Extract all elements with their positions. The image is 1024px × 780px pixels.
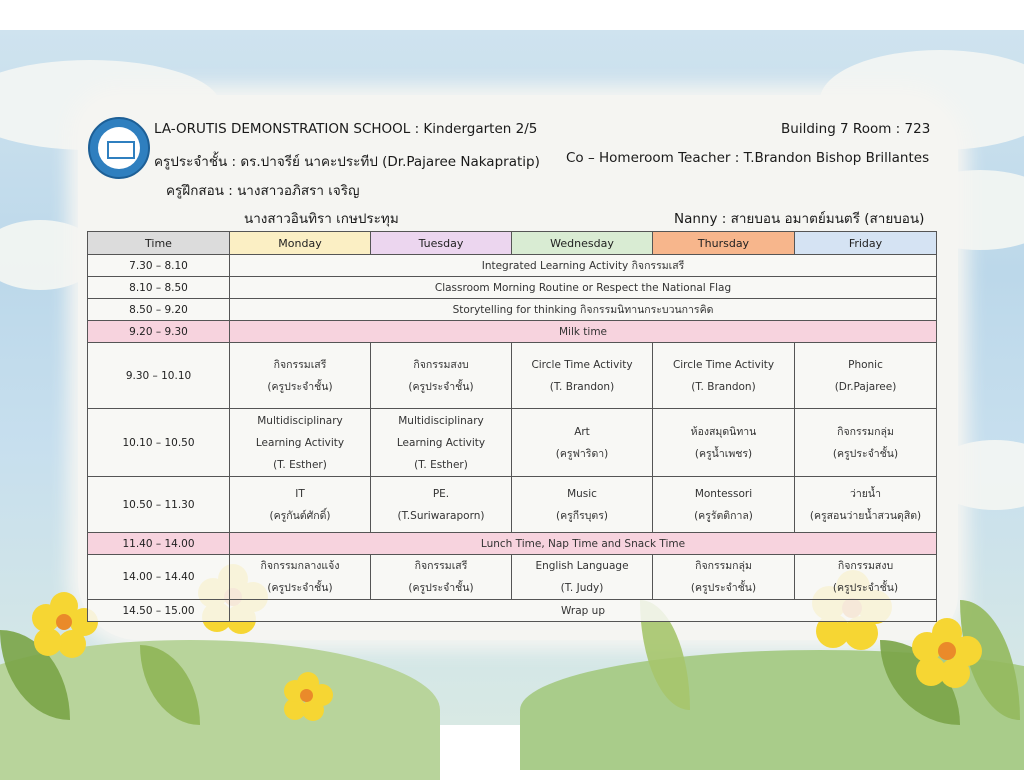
- activity-cell: [512, 477, 653, 533]
- activity-line: (ครูสอนว่ายน้ำสวนดุสิต): [809, 509, 922, 522]
- table-row: [88, 600, 937, 622]
- activity-line: Art: [574, 425, 590, 438]
- activity-line: (ครูประจำชั้น): [832, 582, 899, 594]
- activity-line: (T. Brandon): [549, 380, 615, 393]
- activity-line: กิจกรรมสงบ: [837, 560, 894, 572]
- table-row: [88, 409, 937, 477]
- activity-line: (ครูประจำชั้น): [408, 582, 474, 594]
- timetable: [87, 231, 937, 622]
- book-icon: [107, 141, 135, 159]
- column-header-tuesday: Tuesday: [371, 232, 512, 255]
- column-header-monday: Monday: [230, 232, 371, 255]
- co-homeroom-teacher: Co – Homeroom Teacher : T.Brandon Bishop Brillantes: [566, 150, 930, 166]
- activity-line: กิจกรรมเสรี: [414, 560, 468, 572]
- activity-line: (ครูกีรบุตร): [556, 509, 608, 522]
- activity-cell: [230, 409, 371, 477]
- activity-line: (T. Brandon): [691, 380, 756, 393]
- activity-line: กิจกรรมกลุ่ม: [695, 560, 752, 572]
- activity-line: ว่ายน้ำ: [849, 487, 882, 500]
- table-row: [88, 343, 937, 409]
- flower-icon: [912, 618, 982, 688]
- activity-line: (ครูประจำชั้น): [267, 380, 333, 393]
- activity-line: Phonic: [848, 358, 883, 371]
- activity-cell: [230, 555, 371, 600]
- activity-line: Music: [567, 487, 597, 500]
- activity-cell: [653, 343, 795, 409]
- time-slot: 9.20 – 9.30: [88, 321, 230, 343]
- activity-line: ห้องสมุดนิทาน: [690, 425, 757, 438]
- flower-icon: [284, 672, 332, 720]
- table-row: [88, 533, 937, 555]
- activity-line: (T.Suriwaraporn): [397, 509, 485, 522]
- activity-line: กิจกรรมสงบ: [413, 358, 469, 371]
- activity-cell: [653, 409, 795, 477]
- activity-line: (Dr.Pajaree): [834, 380, 897, 393]
- room-label: Building 7 Room : 723: [781, 121, 931, 137]
- activity-line: กิจกรรมเสรี: [273, 358, 327, 371]
- activity-line: กิจกรรมกลางแจ้ง: [260, 560, 340, 572]
- activity-cell: [371, 477, 512, 533]
- activity-line: (ครูประจำชั้น): [690, 582, 757, 594]
- activity-line: (ครูฟาริดา): [555, 447, 609, 460]
- activity-line: (ครูประจำชั้น): [267, 582, 333, 594]
- timetable-header-row: [88, 232, 937, 255]
- activity-span-cell: Lunch Time, Nap Time and Snack Time: [230, 533, 937, 555]
- activity-line: (T. Esther): [273, 458, 327, 471]
- activity-line: Multidisciplinary: [257, 414, 343, 427]
- activity-line: Learning Activity: [396, 436, 486, 449]
- school-title: LA-ORUTIS DEMONSTRATION SCHOOL : Kindergarten 2/5: [154, 121, 538, 137]
- activity-span-cell: Storytelling for thinking กิจกรรมนิทานกระบวนการคิด: [230, 299, 937, 321]
- table-row: [88, 255, 937, 277]
- school-logo: [88, 117, 150, 179]
- time-slot: 8.10 – 8.50: [88, 277, 230, 299]
- activity-line: (ครูรัตติกาล): [694, 509, 753, 522]
- activity-cell: [371, 409, 512, 477]
- time-slot: 10.50 – 11.30: [88, 477, 230, 533]
- column-header-time: Time: [88, 232, 230, 255]
- activity-span-cell: Wrap up: [230, 600, 937, 622]
- time-slot: 8.50 – 9.20: [88, 299, 230, 321]
- activity-cell: [230, 477, 371, 533]
- activity-line: (ครูประจำชั้น): [408, 380, 474, 393]
- column-header-thursday: Thursday: [653, 232, 795, 255]
- activity-line: (ครูประจำชั้น): [832, 447, 899, 460]
- activity-cell: [371, 343, 512, 409]
- activity-cell: [795, 477, 937, 533]
- activity-cell: [795, 343, 937, 409]
- table-row: [88, 277, 937, 299]
- trainee-teacher: ครูฝึกสอน : นางสาวอภิสรา เจริญ: [166, 183, 360, 199]
- activity-cell: [653, 477, 795, 533]
- activity-line: Learning Activity: [255, 436, 345, 449]
- time-slot: 14.00 – 14.40: [88, 555, 230, 600]
- activity-line: (T. Judy): [560, 582, 604, 594]
- time-slot: 14.50 – 15.00: [88, 600, 230, 622]
- trainee-teacher-2: นางสาวอินทิรา เกษประทุม: [244, 211, 399, 227]
- activity-line: Multidisciplinary: [398, 414, 484, 427]
- activity-span-cell: Milk time: [230, 321, 937, 343]
- activity-line: (ครูน้ำเพชร): [694, 447, 753, 460]
- table-row: [88, 321, 937, 343]
- column-header-wednesday: Wednesday: [512, 232, 653, 255]
- column-header-friday: Friday: [795, 232, 937, 255]
- activity-cell: [795, 409, 937, 477]
- time-slot: 7.30 – 8.10: [88, 255, 230, 277]
- nanny-label: Nanny : สายบอน อมาตย์มนตรี (สายบอน): [674, 211, 925, 227]
- page-top-margin: [0, 0, 1024, 30]
- homeroom-teacher: ครูประจำชั้น : ดร.ปาจรีย์ นาคะประทีป (Dr.Pajaree Nakapratip): [154, 154, 540, 170]
- activity-cell: [512, 343, 653, 409]
- activity-span-cell: Integrated Learning Activity กิจกรรมเสรี: [230, 255, 937, 277]
- time-slot: 11.40 – 14.00: [88, 533, 230, 555]
- logo-inner: [98, 127, 140, 169]
- activity-span-cell: Classroom Morning Routine or Respect the National Flag: [230, 277, 937, 299]
- activity-line: กิจกรรมกลุ่ม: [837, 425, 894, 438]
- activity-cell: [230, 343, 371, 409]
- activity-cell: [512, 409, 653, 477]
- table-row: [88, 477, 937, 533]
- activity-line: Montessori: [694, 487, 753, 500]
- time-slot: 10.10 – 10.50: [88, 409, 230, 477]
- activity-line: PE.: [432, 487, 450, 500]
- activity-cell: [653, 555, 795, 600]
- activity-line: (T. Esther): [414, 458, 468, 471]
- activity-cell: [512, 555, 653, 600]
- activity-line: (ครูกันต์ศักดิ์): [269, 509, 331, 522]
- activity-line: Circle Time Activity: [531, 358, 633, 371]
- activity-line: IT: [295, 487, 305, 500]
- activity-cell: [795, 555, 937, 600]
- activity-line: English Language: [535, 560, 629, 572]
- activity-cell: [371, 555, 512, 600]
- table-row: [88, 299, 937, 321]
- table-row: [88, 555, 937, 600]
- time-slot: 9.30 – 10.10: [88, 343, 230, 409]
- activity-line: Circle Time Activity: [672, 358, 775, 371]
